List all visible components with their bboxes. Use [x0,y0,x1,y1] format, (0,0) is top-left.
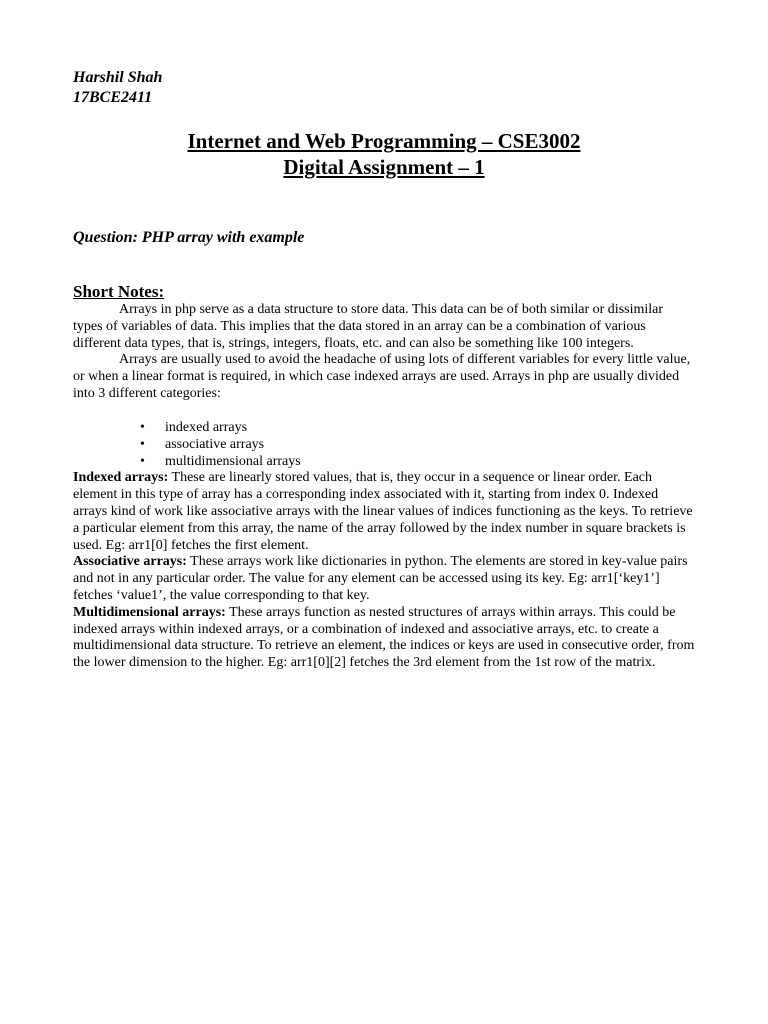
bullet-icon: • [140,436,145,452]
definition-text: These are linearly stored values, that is, they occur in a sequence or linear order. Each element in this type of array has a corresponding index associated with it, starting from index 0. Indexed arrays kind of work like associative arrays with the linear values of indices functioning as the keys. To retrieve a particular element from this array, the name of the array followed by the index number in square brackets is used. Eg: arr1[0] fetches the first element. [73,470,693,553]
category-label: associative arrays [165,436,265,452]
definition-term: Associative arrays: [73,554,187,570]
definition-term: Multidimensional arrays: [73,604,226,620]
assignment-title: Digital Assignment – 1 [283,155,485,179]
definition-term: Indexed arrays: [73,470,169,486]
list-item [140,453,695,470]
bullet-icon: • [140,419,145,435]
author-name: Harshil Shah [73,69,163,86]
author-reg-no: 17BCE2411 [73,89,153,106]
notes-paragraph-2: Arrays are usually used to avoid the headache of using lots of different variables for every little value, or when a linear format is required, in which case indexed arrays are used. Arrays in php are usually divided into 3 different categories: [73,352,691,401]
notes-paragraph-1: Arrays in php serve as a data structure to store data. This data can be of both similar or dissimilar types of variables of data. This implies that the data stored in an array can be a combination of various different data types, that is, strings, integers, floats, etc. and can also be something like 100 integers. [73,302,664,351]
array-categories-list [73,419,695,471]
category-label: indexed arrays [165,419,248,435]
definition-text: These arrays function as nested structures of arrays within arrays. This could be indexed arrays within indexed arrays, or a combination of indexed and associative arrays, etc. to create a multidimensional data structure. To retrieve an element, the indices or keys are used in consecutive order, from the lower dimension to the higher. Eg: arr1[0][2] fetches the 3rd element from the 1st row of the matrix. [73,604,695,671]
category-label: multidimensional arrays [165,454,301,470]
short-notes-heading: Short Notes: [73,282,165,301]
associative-arrays-definition [73,554,695,604]
title-block [73,128,695,180]
list-item [140,419,695,436]
course-title: Internet and Web Programming – CSE3002 [187,129,581,153]
bullet-icon: • [140,454,145,470]
indexed-arrays-definition [73,470,695,554]
document-page [73,68,695,672]
multidimensional-arrays-definition [73,605,695,672]
question-heading: Question: PHP array with example [73,229,305,246]
definition-text: These arrays work like dictionaries in python. The elements are stored in key-value pairs and not in any particular order. The value for any element can be accessed using its key. Eg: arr1[‘key1’] fetches ‘value1’, the value corresponding to that key. [73,554,688,603]
list-item [140,436,695,453]
